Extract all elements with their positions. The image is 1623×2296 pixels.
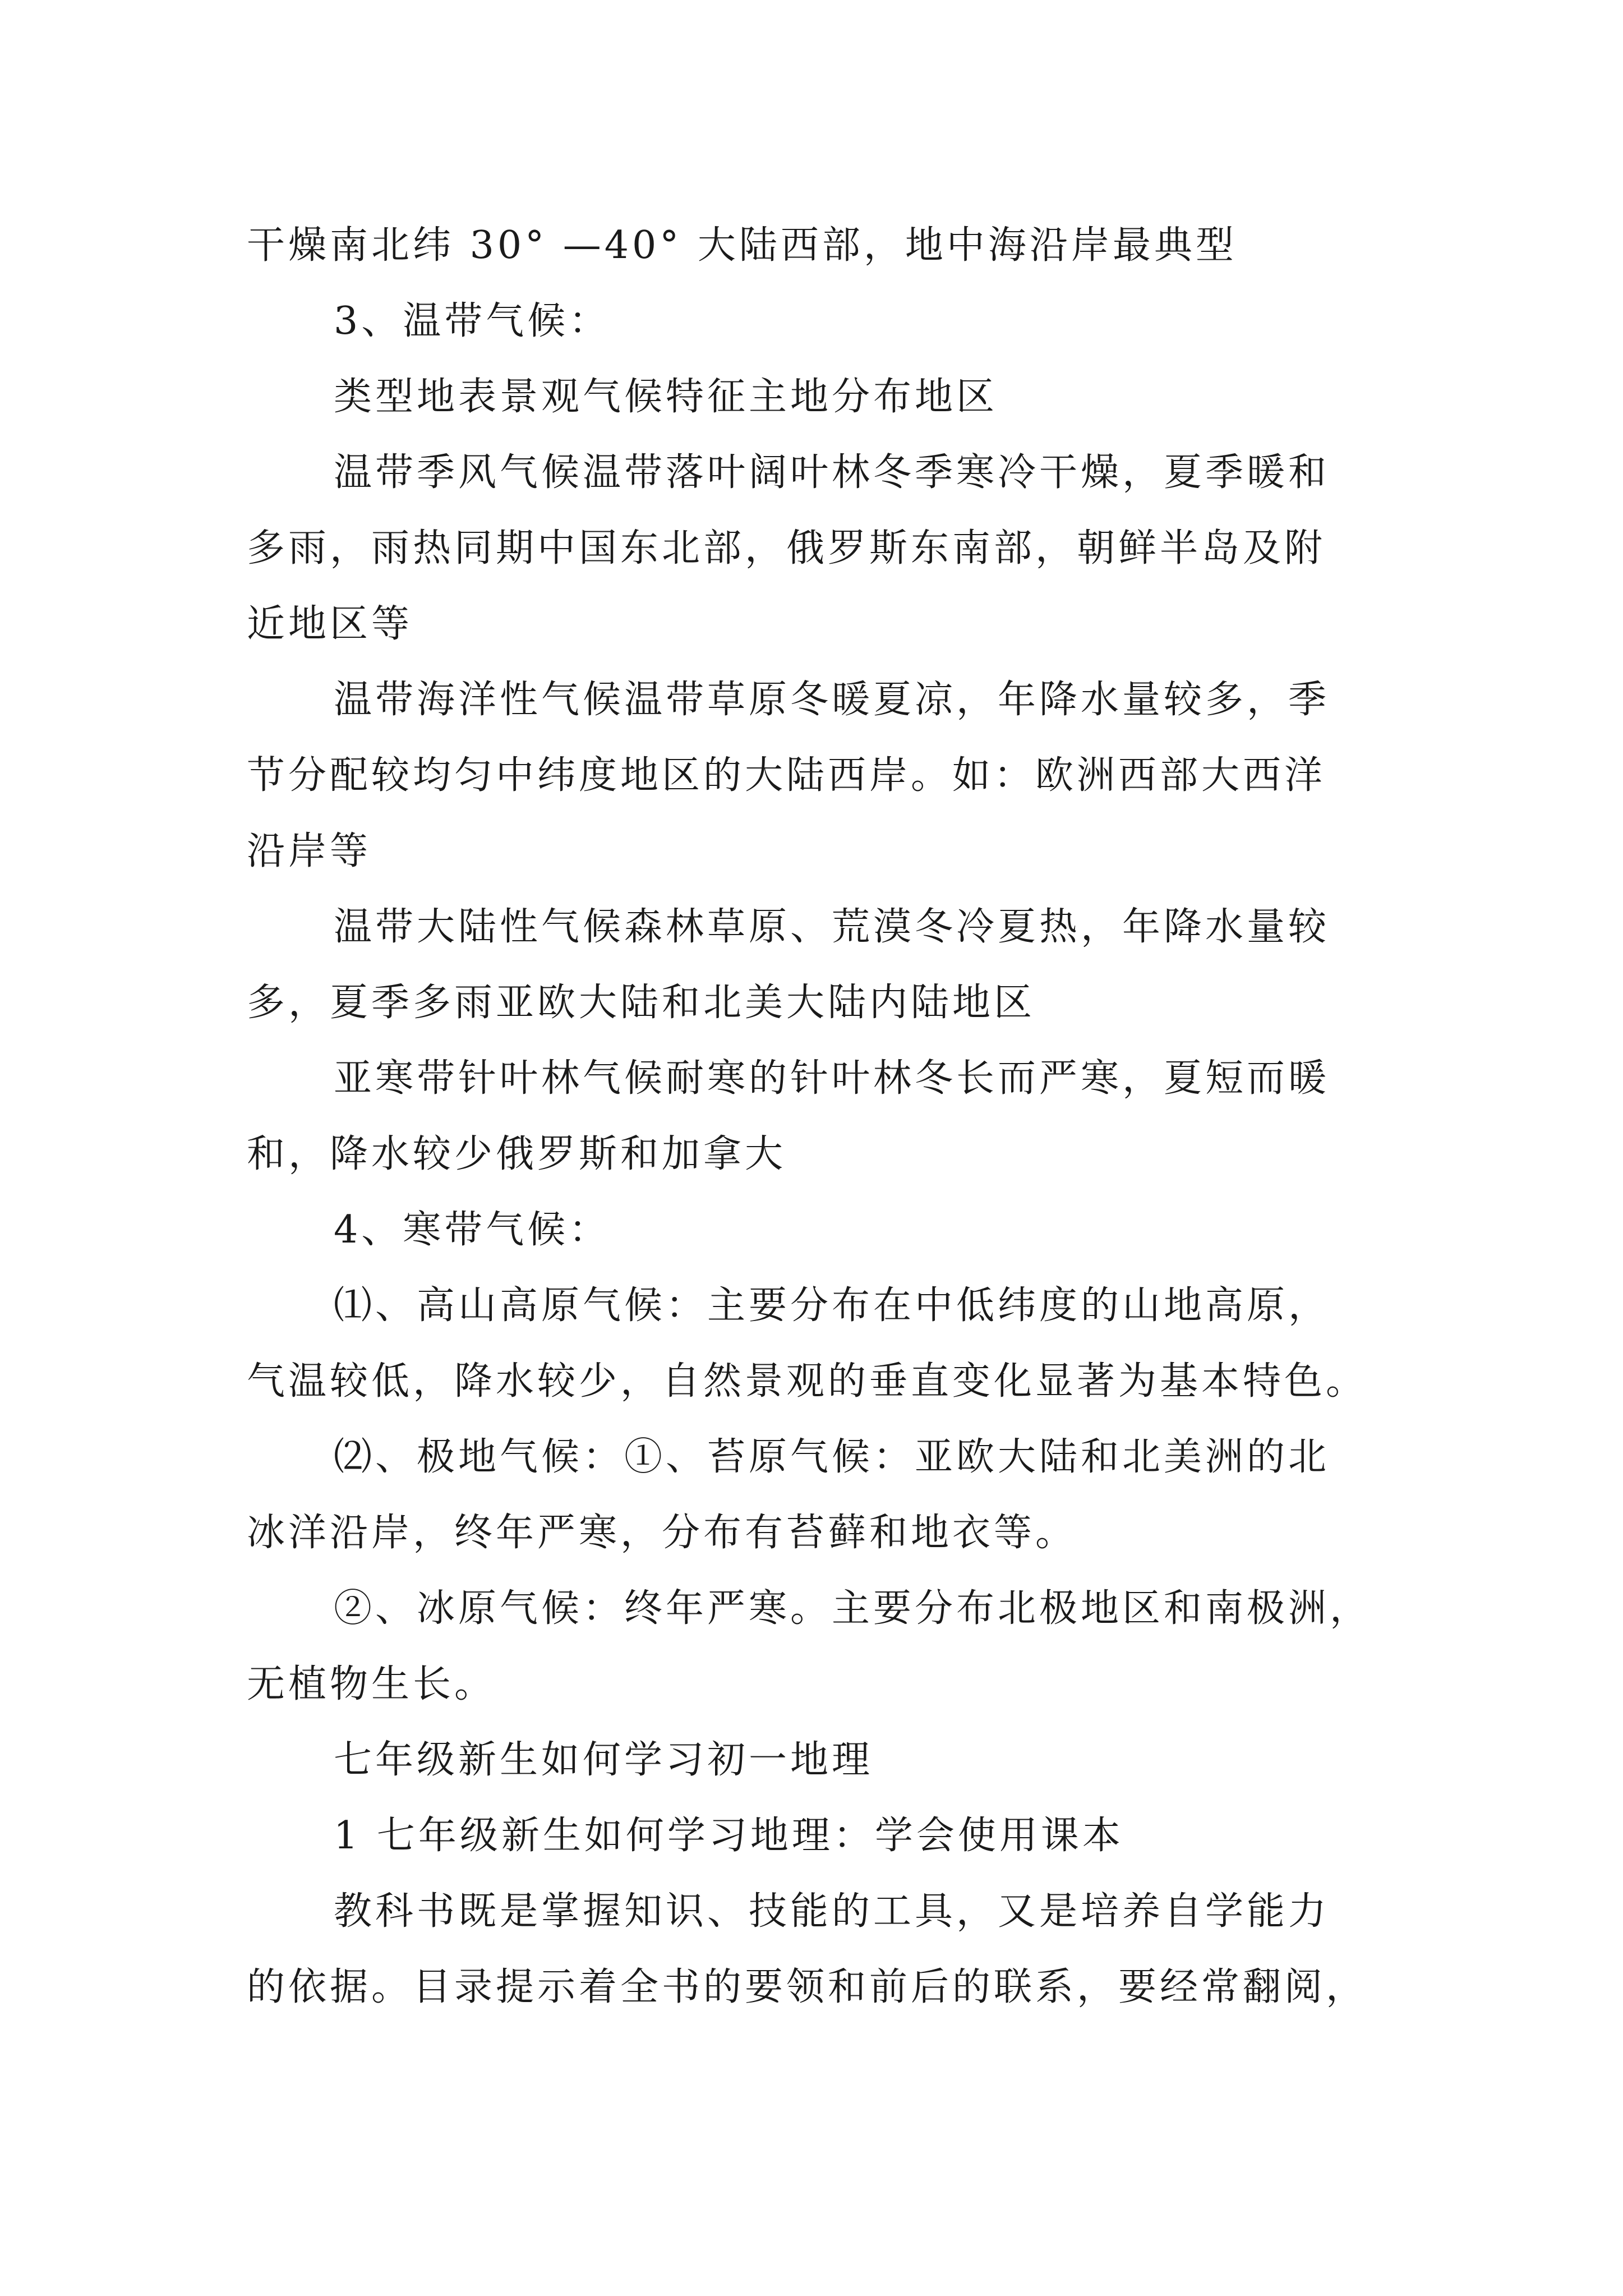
text-line: 的依据。目录提示着全书的要领和前后的联系，要经常翻阅， (247, 1965, 1368, 2009)
text-line: 节分配较均匀中纬度地区的大陆西岸。如：欧洲西部大西洋 (247, 753, 1326, 798)
text-line: 气温较低，降水较少，自然景观的垂直变化显著为基本特色。 (247, 1359, 1368, 1404)
text-line: 多，夏季多雨亚欧大陆和北美大陆内陆地区 (247, 981, 1036, 1025)
text-line: 温带海洋性气候温带草原冬暖夏凉，年降水量较多，季 (334, 678, 1330, 722)
text-line: 3、温带气候： (334, 299, 611, 343)
text-line: 沿岸等 (247, 829, 372, 873)
text-line: 4、寒带气候： (334, 1208, 611, 1252)
text-line: 冰洋沿岸，终年严寒，分布有苔藓和地衣等。 (247, 1511, 1077, 1555)
text-line: 温带季风气候温带落叶阔叶林冬季寒冷干燥，夏季暖和 (334, 450, 1330, 495)
text-line: 多雨，雨热同期中国东北部，俄罗斯东南部，朝鲜半岛及附 (247, 526, 1326, 570)
text-line: ⑵、极地气候：①、苔原气候：亚欧大陆和北美洲的北 (334, 1435, 1330, 1479)
text-line: 教科书既是掌握知识、技能的工具，又是培养自学能力 (334, 1889, 1330, 1934)
text-line: ②、冰原气候：终年严寒。主要分布北极地区和南极洲， (334, 1586, 1372, 1631)
text-line: 亚寒带针叶林气候耐寒的针叶林冬长而严寒，夏短而暖 (334, 1056, 1330, 1101)
subsection-heading: 1 七年级新生如何学习地理：学会使用课本 (334, 1814, 1124, 1858)
text-line: 和，降水较少俄罗斯和加拿大 (247, 1132, 787, 1176)
text-line: 类型地表景观气候特征主地分布地区 (334, 375, 998, 419)
text-line: 温带大陆性气候森林草原、荒漠冬冷夏热，年降水量较 (334, 905, 1330, 949)
document-page (247, 208, 1396, 2025)
section-heading: 七年级新生如何学习初一地理 (334, 1738, 874, 1782)
text-line: 干燥南北纬 30° —40° 大陆西部，地中海沿岸最典型 (247, 223, 1237, 268)
text-line: 近地区等 (247, 602, 413, 646)
text-line: 无植物生长。 (247, 1662, 496, 1706)
text-line: ⑴、高山高原气候：主要分布在中低纬度的山地高原， (334, 1283, 1330, 1328)
